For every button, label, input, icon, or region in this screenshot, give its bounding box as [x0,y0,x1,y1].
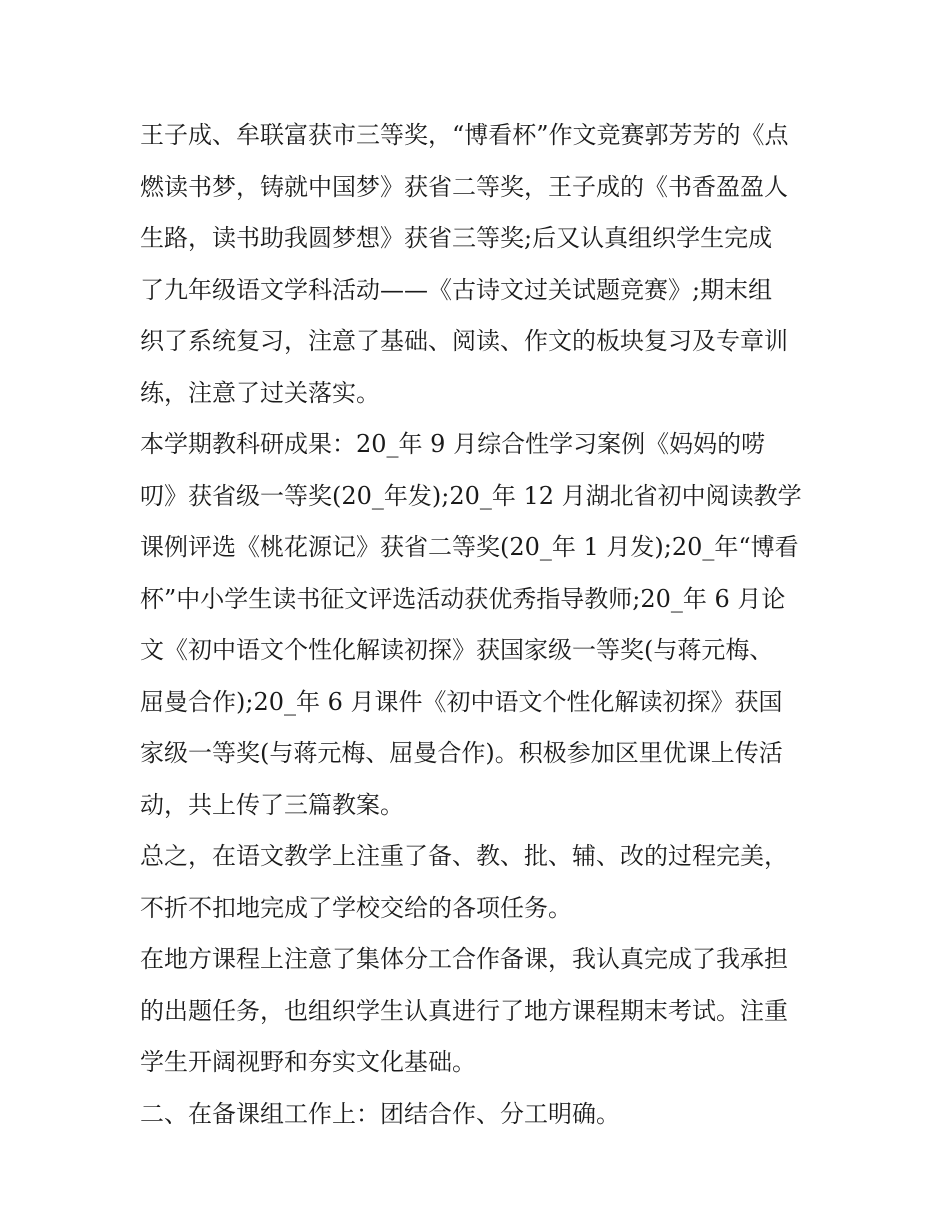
text-line: 叨》获省级一等奖(20_年发);20_年 12 月湖北省初中阅读教学 [140,481,802,510]
text-line: 在地方课程上注意了集体分工合作备课，我认真完成了我承担 [140,945,788,973]
text-line: 燃读书梦，铸就中国梦》获省二等奖，王子成的《书香盈盈人 [140,172,788,201]
text-line: 屈曼合作);20_年 6 月课件《初中语文个性化解读初探》获国 [140,687,783,716]
text-line: 生路，读书助我圆梦想》获省三等奖;后又认真组织学生完成 [140,224,773,252]
text-line: 学生开阔视野和夯实文化基础。 [140,1048,476,1076]
text-line: 了九年级语文学科活动——《古诗文过关试题竞赛》;期末组 [140,275,773,304]
text-line: 动，共上传了三篇教案。 [140,790,404,819]
text-line: 家级一等奖(与蒋元梅、屈曼合作)。积极参加区里优课上传活 [140,739,783,767]
text-line: 王子成、牟联富获市三等奖，“博看杯”作文竞赛郭芳芳的《点 [140,121,789,149]
text-line: 文《初中语文个性化解读初探》获国家级一等奖(与蒋元梅、 [140,636,774,664]
text-line: 本学期教科研成果：20_年 9 月综合性学习案例《妈妈的唠 [140,430,766,458]
text-line: 练，注意了过关落实。 [140,378,380,407]
text-line: 的出题任务，也组织学生认真进行了地方课程期末考试。注重 [140,996,788,1025]
text-line: 二、在备课组工作上：团结合作、分工明确。 [140,1099,620,1128]
text-line: 织了系统复习，注意了基础、阅读、作文的板块复习及专章训 [140,327,788,355]
text-line: 课例评选《桃花源记》获省二等奖(20_年 1 月发);20_年“博看 [140,533,799,561]
text-line: 杯”中小学生读书征文评选活动获优秀指导教师;20_年 6 月论 [140,584,786,613]
text-line: 总之，在语文教学上注重了备、教、批、辅、改的过程完美， [140,842,788,870]
text-line: 不折不扣地完成了学校交给的各项任务。 [140,893,572,922]
document-body [140,110,812,1140]
